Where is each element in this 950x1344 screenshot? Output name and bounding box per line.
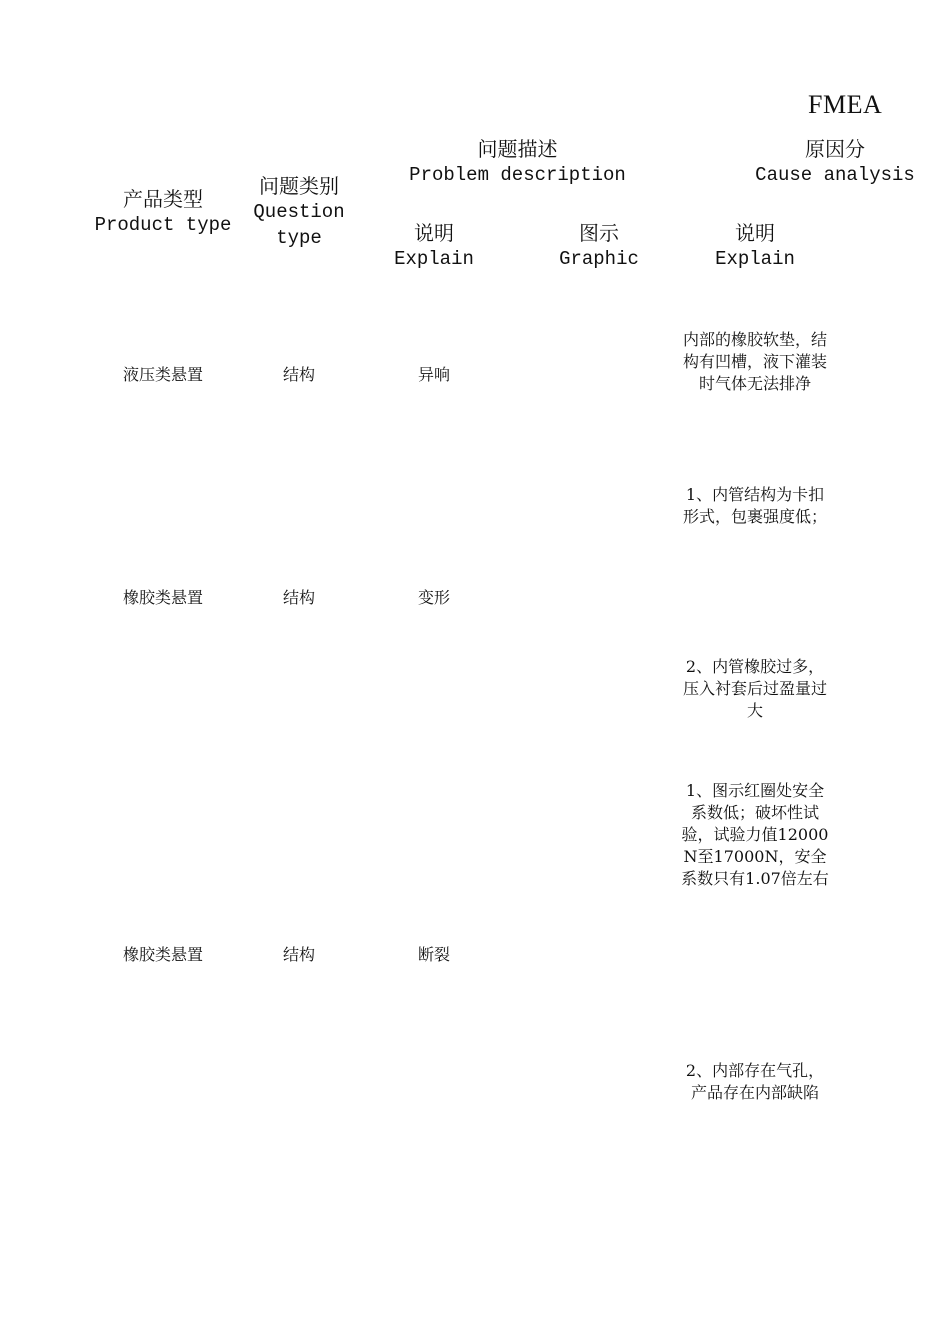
page-title: FMEA	[808, 90, 883, 119]
row-2-question-type: 结构	[282, 588, 315, 607]
header-problem-graphic	[545, 220, 653, 272]
header-cause-analysis-en: Cause analysis	[755, 164, 915, 186]
header-problem-description-en: Problem description	[409, 164, 626, 186]
header-cause-explain-cn: 说明	[735, 221, 775, 245]
header-problem-description-cn: 问题描述	[477, 137, 558, 161]
header-product-type-en: Product type	[94, 214, 232, 236]
row-1-explain: 异响	[417, 365, 450, 384]
row-3-product-type: 橡胶类悬置	[122, 945, 203, 964]
header-question-type-en-2: type	[276, 227, 322, 249]
header-cause-analysis	[750, 136, 920, 188]
row-3-explain: 断裂	[417, 945, 450, 964]
header-problem-explain-cn: 说明	[414, 221, 454, 245]
header-question-type-cn: 问题类别	[259, 174, 339, 198]
row-3-cause-1: 1、图示红圈处安全系数低；破坏性试验，试验力值12000N至17000N，安全系数只有1.07倍左右	[681, 781, 829, 888]
header-cause-explain-en: Explain	[715, 248, 795, 270]
header-problem-explain-en: Explain	[394, 248, 474, 270]
row-2-cause-1: 1、内管结构为卡扣形式，包裹强度低；	[682, 485, 827, 526]
row-3-question-type: 结构	[282, 945, 315, 964]
row-1-question-type: 结构	[282, 365, 315, 384]
row-2-cause-2: 2、内管橡胶过多，压入衬套后过盈量过大	[682, 657, 827, 720]
header-question-type	[240, 173, 358, 251]
header-problem-graphic-cn: 图示	[579, 221, 619, 245]
header-product-type	[88, 186, 238, 238]
header-product-type-cn: 产品类型	[123, 187, 203, 211]
header-problem-explain	[380, 220, 488, 272]
header-question-type-en-1: Question	[253, 201, 345, 223]
header-problem-description	[400, 136, 635, 188]
row-2-explain: 变形	[417, 588, 450, 607]
header-cause-explain	[701, 220, 809, 272]
header-problem-graphic-en: Graphic	[559, 248, 639, 270]
row-1-cause-1: 内部的橡胶软垫，结构有凹槽，液下灌装时气体无法排净	[682, 330, 827, 393]
row-1-product-type: 液压类悬置	[122, 365, 203, 384]
row-2-product-type: 橡胶类悬置	[122, 588, 203, 607]
row-3-cause-2: 2、内部存在气孔，产品存在内部缺陷	[685, 1061, 825, 1102]
header-cause-analysis-cn: 原因分	[805, 137, 865, 161]
